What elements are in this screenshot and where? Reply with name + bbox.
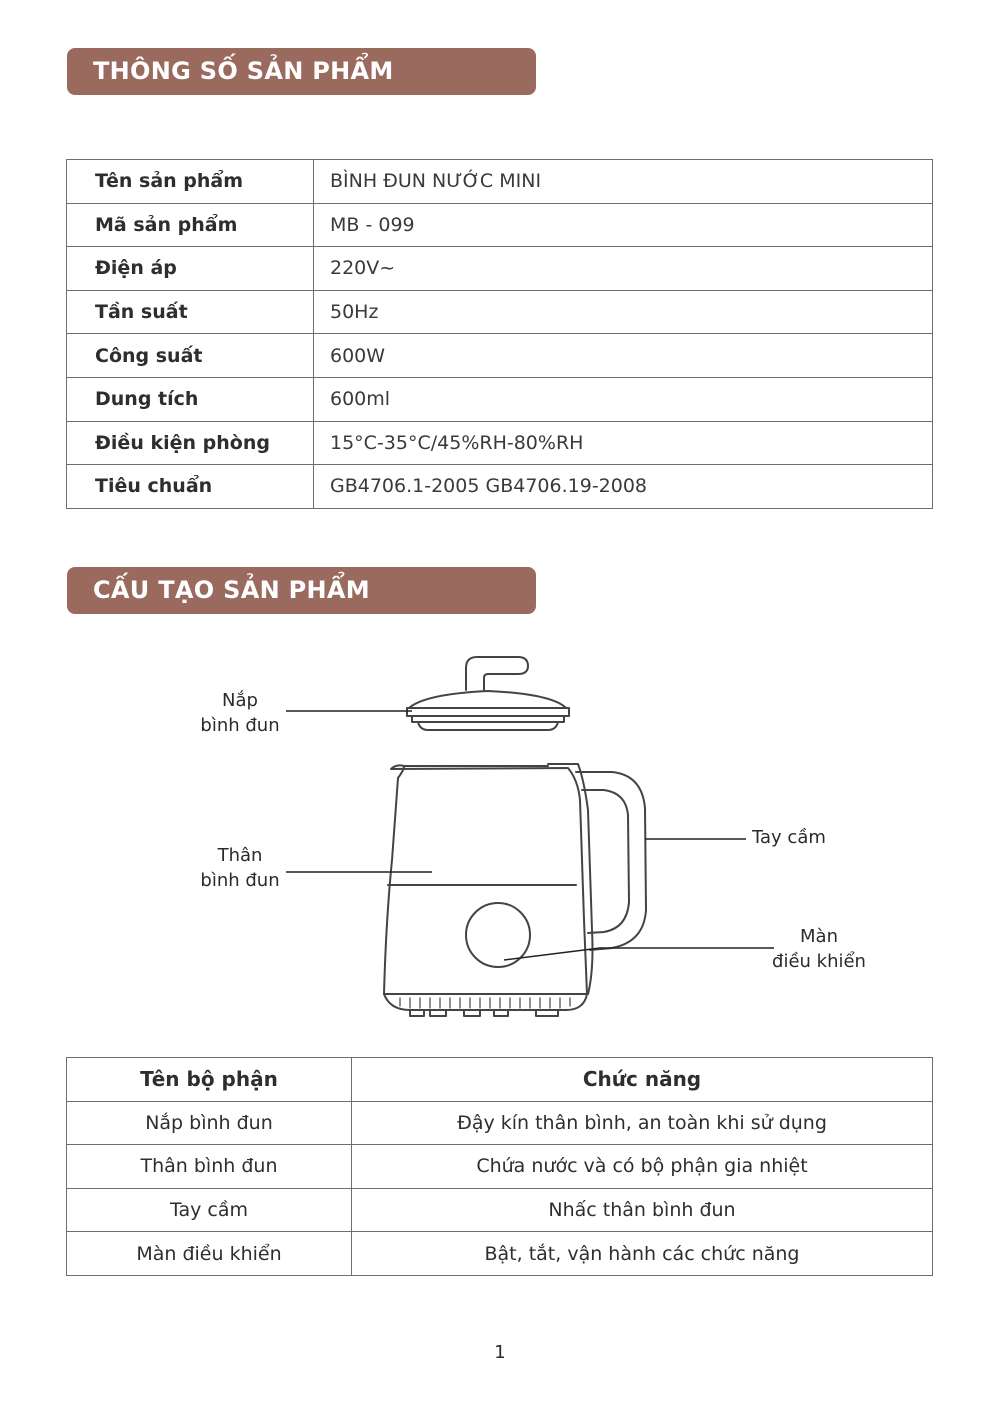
column-header: Tên bộ phận — [67, 1058, 352, 1102]
table-row — [67, 421, 933, 465]
spec-label: Mã sản phẩm — [67, 203, 314, 247]
spec-label: Tên sản phẩm — [67, 160, 314, 204]
column-header: Chức năng — [352, 1058, 933, 1102]
parts-table — [66, 1057, 933, 1276]
body-label — [190, 843, 290, 893]
part-function: Đậy kín thân bình, an toàn khi sử dụng — [352, 1101, 933, 1145]
spec-value: 15°C-35°C/45%RH-80%RH — [314, 421, 933, 465]
table-row — [67, 160, 933, 204]
lid-dome-outline — [409, 691, 566, 708]
section-title: CẤU TẠO SẢN PHẨM — [93, 576, 370, 604]
spec-value: 220V~ — [314, 247, 933, 291]
table-header-row — [67, 1058, 933, 1102]
spec-label: Tần suất — [67, 290, 314, 334]
part-function: Chứa nước và có bộ phận gia nhiệt — [352, 1145, 933, 1189]
lid-label-line2: bình đun — [200, 715, 280, 736]
spec-value: 600W — [314, 334, 933, 378]
spec-label: Tiêu chuẩn — [67, 465, 314, 509]
kettle-base-outline — [384, 994, 587, 1010]
lid-label — [190, 688, 290, 738]
table-row — [67, 1145, 933, 1189]
table-row — [67, 465, 933, 509]
table-row — [67, 247, 933, 291]
section-banner-structure — [67, 567, 536, 614]
spec-label: Điều kiện phòng — [67, 421, 314, 465]
lid-label-line1: Nắp — [222, 690, 258, 711]
table-row — [67, 377, 933, 421]
table-row — [67, 1101, 933, 1145]
lid-rim-outline — [407, 708, 569, 716]
spec-value: 50Hz — [314, 290, 933, 334]
lid-knob-outline — [466, 657, 528, 690]
table-row — [67, 290, 933, 334]
control-label — [762, 924, 876, 974]
section-title: THÔNG SỐ SẢN PHẨM — [93, 57, 394, 85]
spec-label: Điện áp — [67, 247, 314, 291]
part-name: Tay cầm — [67, 1188, 352, 1232]
spec-value: BÌNH ĐUN NƯỚC MINI — [314, 160, 933, 204]
table-row — [67, 334, 933, 378]
kettle-diagram — [0, 630, 1000, 1030]
table-row — [67, 1188, 933, 1232]
lid-base-outline — [418, 722, 558, 730]
spec-label: Dung tích — [67, 377, 314, 421]
part-function: Bật, tắt, vận hành các chức năng — [352, 1232, 933, 1276]
spec-value: GB4706.1-2005 GB4706.19-2008 — [314, 465, 933, 509]
section-banner-specs — [67, 48, 536, 95]
spec-label: Công suất — [67, 334, 314, 378]
part-name: Màn điều khiển — [67, 1232, 352, 1276]
spec-value: MB - 099 — [314, 203, 933, 247]
table-row — [67, 1232, 933, 1276]
handle-label: Tay cầm — [752, 827, 826, 848]
control-label-line2: điều khiển — [772, 951, 866, 972]
page-number: 1 — [494, 1342, 506, 1363]
spec-table — [66, 159, 933, 509]
kettle-body-outline — [384, 765, 587, 994]
part-name: Thân bình đun — [67, 1145, 352, 1189]
table-row — [67, 203, 933, 247]
control-label-line1: Màn — [800, 926, 838, 947]
body-label-line1: Thân — [217, 845, 263, 866]
spec-value: 600ml — [314, 377, 933, 421]
part-name: Nắp bình đun — [67, 1101, 352, 1145]
body-label-line2: bình đun — [200, 870, 280, 891]
part-function: Nhấc thân bình đun — [352, 1188, 933, 1232]
